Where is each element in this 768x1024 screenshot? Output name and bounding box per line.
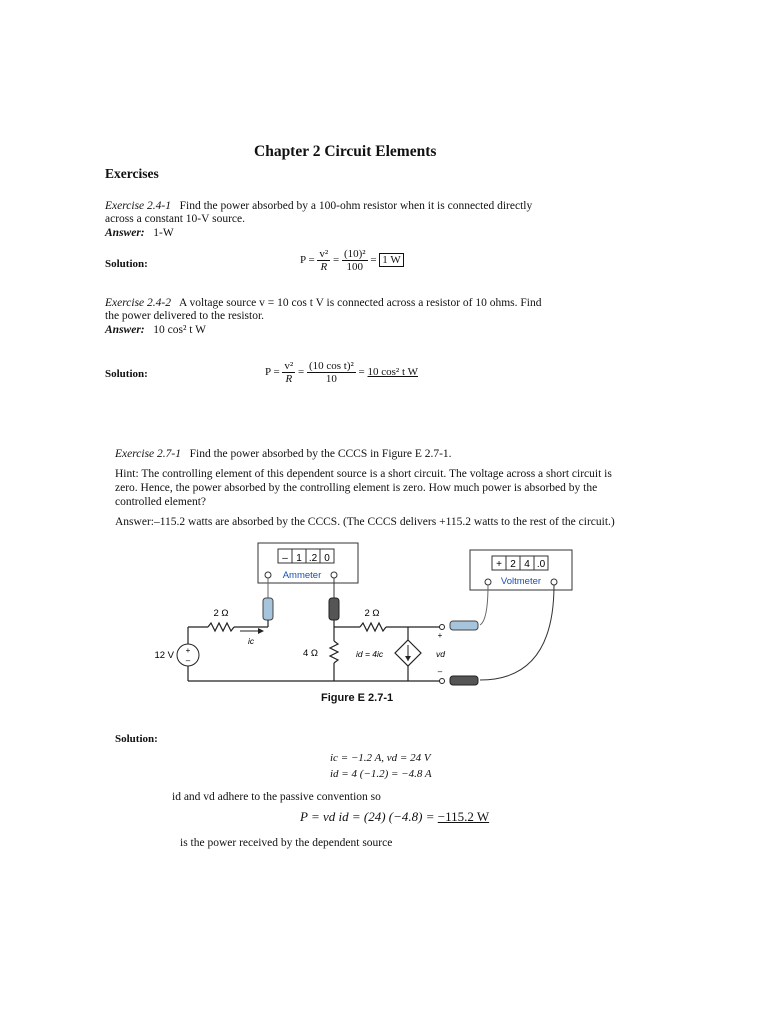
vd-minus: – [437, 667, 443, 676]
eq-sign: = [297, 366, 305, 379]
fraction [342, 248, 368, 273]
figure-caption: Figure E 2.7-1 [321, 692, 394, 704]
exercise-2-text2: the power delivered to the resistor. [105, 310, 265, 322]
solution-line1: ic = −1.2 A, vd = 24 V [330, 752, 431, 764]
ammeter-display [278, 549, 334, 564]
id-label: id = 4ic [356, 649, 384, 659]
solution-text2: is the power received by the dependent source [180, 837, 393, 849]
answer-value: 10 cos² t W [153, 324, 206, 336]
ammeter-digit: – [282, 553, 288, 564]
solution-label: Solution: [105, 368, 148, 380]
answer-text: –115.2 watts are absorbed by the CCCS. (The CCCS delivers +115.2 watts to the rest of the circuit.) [153, 516, 615, 528]
voltmeter-label: Voltmeter [500, 576, 542, 587]
r2-label: 2 Ω [364, 608, 380, 619]
fraction-den: 100 [346, 261, 364, 273]
vd-plus: + [437, 631, 443, 640]
hint-text: The controlling element of this dependent source is a short circuit. The voltage across a short circuit is zero. Hence, the power absorbed by the controlling element is zero. How much power is absorbed by the controlled element? [115, 468, 612, 508]
fraction-den: R [285, 373, 293, 385]
probe-black [450, 676, 478, 685]
eq-body: P = vd id = (24) (−4.8) = [300, 809, 438, 824]
fraction-den: R [320, 261, 328, 273]
source-label: 12 V [154, 650, 174, 661]
equation-1 [300, 248, 404, 273]
probe-black [329, 598, 339, 620]
probe-red [263, 598, 273, 620]
voltmeter-display [492, 556, 548, 570]
eq-result: −115.2 W [437, 809, 490, 824]
answer-label: Answer: [105, 227, 145, 239]
voltmeter-digit: 4 [524, 559, 530, 570]
fraction-num: v² [284, 360, 294, 372]
exercise-1-text2: across a constant 10-V source. [105, 213, 245, 225]
eq-sign: = [332, 254, 340, 267]
exercise-3-text: Find the power absorbed by the CCCS in Figure E 2.7-1. [189, 448, 452, 460]
voltmeter-digit: .0 [536, 559, 546, 570]
eq-lhs: P = [300, 254, 315, 267]
r1-label: 2 Ω [213, 608, 229, 619]
vd-label: vd [436, 649, 445, 659]
fraction [317, 248, 330, 273]
eq-sign: = [358, 366, 365, 379]
ammeter-digit: .2 [308, 553, 318, 564]
answer-label: Answer: [105, 324, 145, 336]
exercise-1-line1 [105, 200, 532, 213]
source-plus: + [185, 646, 191, 655]
fraction [282, 360, 295, 385]
solution-label: Solution: [105, 258, 148, 270]
eq-result: 1 W [379, 253, 403, 267]
probe-red [450, 621, 478, 630]
equation-2 [265, 360, 418, 385]
solution-equation [300, 809, 489, 825]
page-title: Chapter 2 Circuit Elements [254, 143, 437, 160]
exercise-3-hint [115, 467, 615, 509]
exercise-2-label: Exercise 2.4-2 [105, 297, 171, 309]
solution-label: Solution: [115, 733, 158, 745]
exercise-1-text1: Find the power absorbed by a 100-ohm resistor when it is connected directly [179, 200, 533, 212]
answer-value: 1-W [153, 227, 174, 239]
section-heading: Exercises [105, 166, 159, 181]
fraction-num: (10 cos t)² [308, 360, 354, 372]
exercise-1-answer [105, 227, 174, 240]
hint-label: Hint: [115, 468, 139, 480]
solution-line2: id = 4 (−1.2) = −4.8 A [330, 768, 432, 780]
exercise-3-answer [115, 515, 615, 529]
fraction [307, 360, 356, 385]
exercise-3-line1 [115, 448, 452, 461]
answer-label: Answer: [115, 516, 154, 528]
voltmeter-digit: 2 [510, 559, 516, 570]
exercise-3-label: Exercise 2.7-1 [115, 448, 181, 460]
ic-label: ic [248, 636, 255, 646]
fraction-num: (10)² [343, 248, 366, 260]
eq-lhs: P = [265, 366, 280, 379]
eq-result: 10 cos² t W [367, 366, 418, 379]
exercise-2-text1: A voltage source v = 10 cos t V is connected across a resistor of 10 ohms. Find [179, 297, 542, 309]
ammeter-digit: 1 [296, 553, 302, 564]
ammeter-label: Ammeter [282, 570, 322, 581]
source-minus: – [185, 656, 191, 665]
solution-text1: id and vd adhere to the passive convention so [172, 791, 381, 803]
voltmeter-digit: + [496, 559, 502, 570]
fraction-den: 10 [325, 373, 337, 385]
exercise-2-answer [105, 324, 206, 337]
fraction-num: v² [319, 248, 329, 260]
r3-label: 4 Ω [302, 648, 318, 659]
exercise-2-line1 [105, 297, 542, 310]
eq-sign: = [370, 254, 377, 267]
circuit-figure [140, 540, 580, 700]
ammeter-digit: 0 [324, 553, 330, 564]
exercise-1-label: Exercise 2.4-1 [105, 200, 171, 212]
